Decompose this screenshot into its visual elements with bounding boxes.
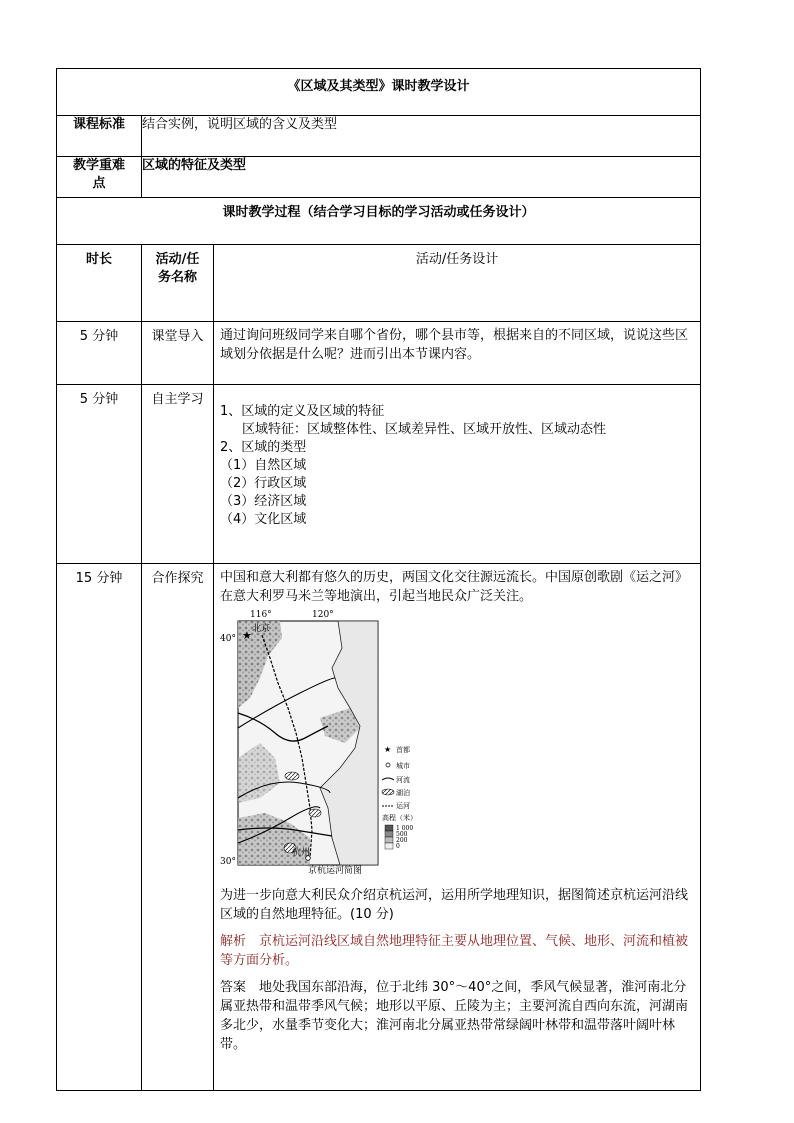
legend-river-label: 河流 [396, 776, 410, 784]
map-figure [220, 608, 420, 870]
list-item: 2、区域的类型 [220, 440, 307, 455]
row3-intro: 中国和意大利都有悠久的历史，两国文化交往源远流长。中国原创歌剧《运之河》在意大利罗马米兰等地演出，引起当地民众广泛关注。 [220, 570, 689, 604]
legend-lake-label: 湖泊 [396, 789, 410, 797]
legend-river-icon [382, 778, 394, 780]
row2-time: 5 分钟 [57, 385, 142, 564]
row3-time: 15 分钟 [57, 564, 142, 1091]
row2-list [214, 385, 701, 564]
row2-name: 自主学习 [142, 385, 214, 564]
header-activity-line1: 活动/任 [155, 252, 200, 267]
row3-name: 合作探究 [142, 564, 214, 1091]
legend-elev-label: 500 [396, 831, 408, 838]
legend-capital-label: 首都 [396, 746, 410, 754]
list-item: （3）经济区域 [220, 494, 307, 509]
legend-elev-swatch [385, 831, 393, 837]
process-title: 课时教学过程（结合学习目标的学习活动或任务设计） [57, 198, 701, 245]
legend-capital-icon: ★ [384, 745, 392, 754]
lat-label-30: 30° [220, 857, 236, 867]
key-points-label-line2: 点 [92, 176, 106, 191]
row1-text: 通过询问班级同学来自哪个省份，哪个县市等，根据来自的不同区域，说说这些区域划分依据是什么呢？进而引出本节课内容。 [214, 322, 701, 385]
legend-elevation-title: 高程（米） [382, 814, 417, 822]
legend-elev-swatch [385, 843, 393, 849]
key-points-label-line1: 教学重难 [72, 158, 125, 173]
hangzhou-label: 杭州 [292, 848, 311, 858]
capital-star-icon: ★ [242, 629, 252, 642]
row1-time: 5 分钟 [57, 322, 142, 385]
page-title: 《区域及其类型》课时教学设计 [57, 69, 701, 116]
beijing-label: 北京 [252, 624, 271, 634]
legend-elev-swatch [385, 837, 393, 843]
list-item: 1、区域的定义及区域的特征 [220, 404, 385, 419]
map-caption: 京杭运河简图 [307, 866, 362, 876]
lake-hongze [285, 772, 299, 780]
standard-label: 课程标准 [57, 116, 142, 157]
list-item: 区域特征：区域整体性、区域差异性、区域开放性、区域动态性 [242, 422, 607, 437]
legend-elev-label: 1 000 [396, 825, 414, 832]
row3-answer: 答案 地处我国东部沿海，位于北纬 30°～40°之间，季风气候显著，淮河南北分属亚热带和温带季风气候；地形以平原、丘陵为主；主要河流自西向东流，河湖南多北少，水量季节变化大；淮河南北分属亚热带常绿阔叶林带和温带落叶阔叶林带。 [220, 980, 689, 1052]
row3-analysis: 解析 京杭运河沿线区域自然地理特征主要从地理位置、气候、地形、河流和植被等方面分析。 [220, 934, 689, 968]
legend-city-icon [386, 763, 390, 767]
header-activity [142, 245, 214, 322]
row1-name: 课堂导入 [142, 322, 214, 385]
legend-canal-label: 运河 [396, 802, 410, 810]
lake-gaoyou [309, 809, 321, 817]
lon-label-116: 116° [250, 610, 272, 620]
key-points-label [57, 157, 142, 198]
legend-city-label: 城市 [396, 762, 410, 770]
header-time: 时长 [57, 245, 142, 322]
list-item: （4）文化区域 [220, 512, 307, 527]
lesson-table [56, 68, 701, 1091]
legend-elev-label: 0 [396, 843, 400, 850]
key-points-text: 区域的特征及类型 [142, 157, 701, 198]
standard-text: 结合实例，说明区域的含义及类型 [142, 116, 701, 157]
row3-question: 为进一步向意大利民众介绍京杭运河，运用所学地理知识，据图简述京杭运河沿线区域的自然地理特征。(10 分) [220, 888, 689, 922]
grand-canal-map [220, 608, 420, 868]
list-item: （1）自然区域 [220, 458, 307, 473]
list-item: （2）行政区域 [220, 476, 307, 491]
lat-label-40: 40° [220, 634, 236, 644]
legend-lake-icon [382, 789, 394, 795]
lon-label-120: 120° [312, 610, 334, 620]
header-activity-line2: 务名称 [157, 270, 197, 285]
legend-elev-label: 200 [396, 837, 408, 844]
legend-elev-swatch [385, 825, 393, 831]
row3-content [214, 564, 701, 1091]
header-design: 活动/任务设计 [214, 245, 701, 322]
